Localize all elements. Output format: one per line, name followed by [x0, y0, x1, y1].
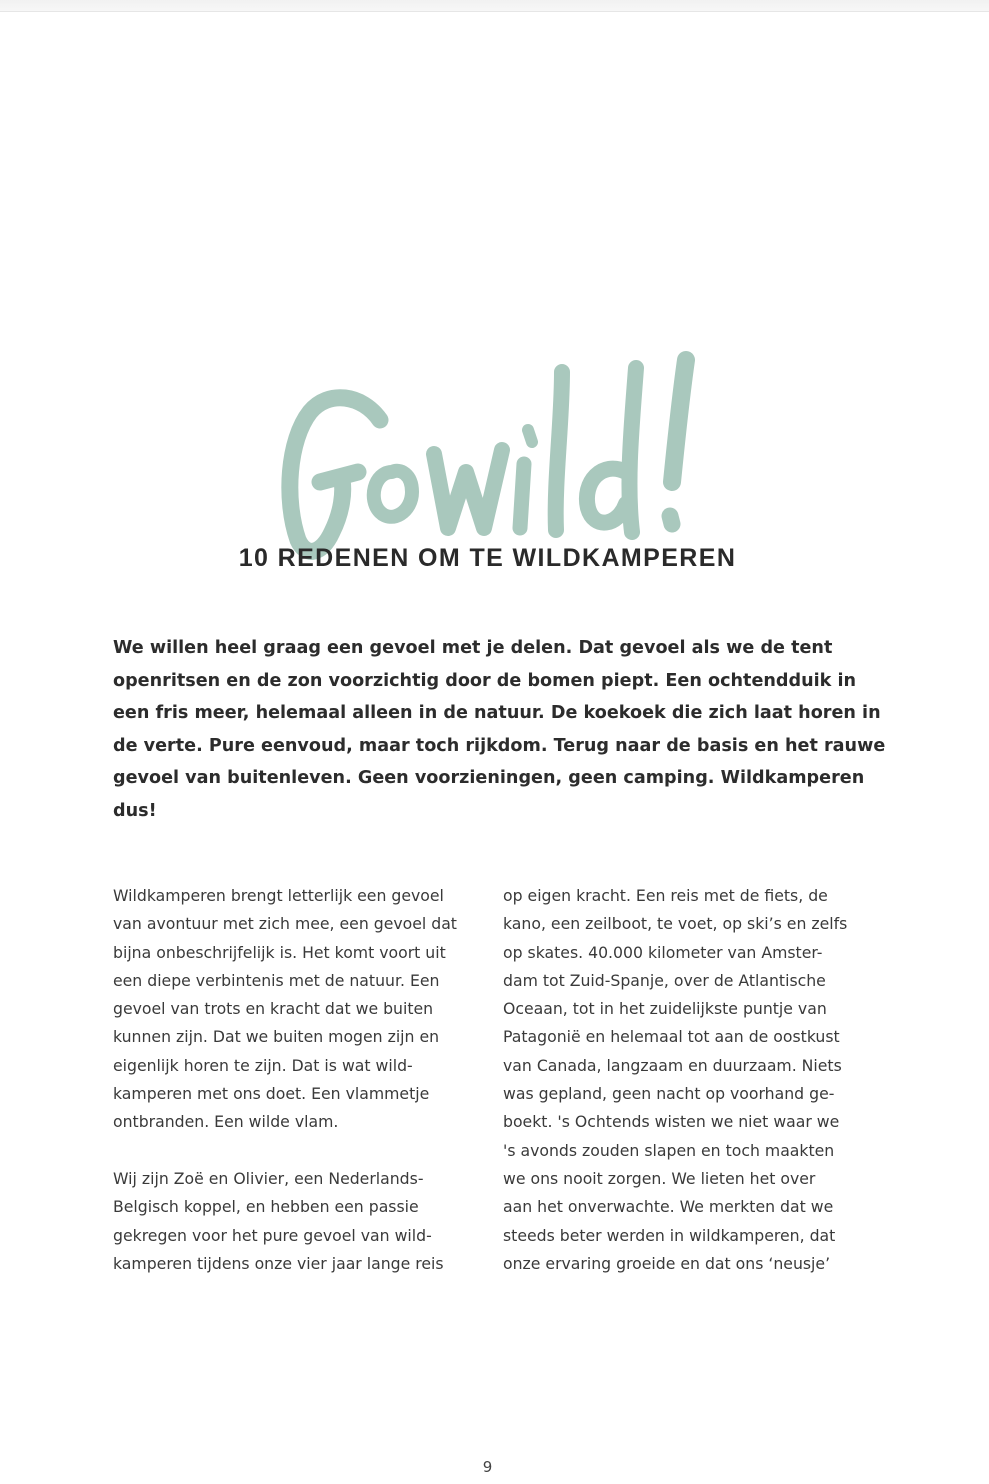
page-number: 9 — [482, 1458, 493, 1476]
body-line: was gepland, geen nacht op voorhand ge- — [503, 1084, 835, 1104]
intro-line: een fris meer, helemaal alleen in de natuur. De koekoek die zich laat horen in — [113, 703, 881, 723]
intro-line: gevoel van buitenleven. Geen voorzieningen, geen camping. Wildkamperen — [113, 768, 865, 788]
body-line: 's avonds zouden slapen en toch maakten — [503, 1140, 835, 1160]
body-line: op eigen kracht. Een reis met de fiets, de — [503, 886, 828, 905]
top-edge — [0, 0, 989, 12]
body-line: kunnen zijn. Dat we buiten mogen zijn en — [113, 1027, 440, 1047]
right-column — [503, 882, 883, 1278]
body-line: van Canada, langzaam en duurzaam. Niets — [503, 1055, 842, 1075]
paragraph-gap — [113, 1137, 493, 1165]
intro-line: We willen heel graag een gevoel met je delen. Dat gevoel als we de tent — [113, 638, 833, 658]
body-line: dam tot Zuid-Spanje, over de Atlantische — [503, 970, 826, 990]
body-line: we ons nooit zorgen. We lieten het over — [503, 1168, 816, 1188]
body-line: Wildkamperen brengt letterlijk een gevoel — [113, 886, 444, 905]
body-line: steeds beter werden in wildkamperen, dat — [503, 1225, 836, 1245]
body-line: kamperen tijdens onze vier jaar lange reis — [113, 1253, 444, 1273]
section-heading: 10 REDENEN OM TE WILDKAMPEREN — [238, 544, 737, 572]
body-line: aan het onverwachte. We merkten dat we — [503, 1197, 834, 1217]
body-line: boekt. 's Ochtends wisten we niet waar we — [503, 1112, 840, 1132]
intro-line: de verte. Pure eenvoud, maar toch rijkdom. Terug naar de basis en het rauwe — [113, 735, 886, 756]
body-line: eigenlijk horen te zijn. Dat is wat wild- — [113, 1055, 413, 1075]
body-line: Wij zijn Zoë en Olivier, een Nederlands- — [113, 1169, 424, 1189]
body-line: kamperen met ons doet. Een vlammetje — [113, 1084, 430, 1104]
left-column — [113, 882, 493, 1278]
intro-paragraph — [113, 632, 886, 827]
intro-line: dus! — [113, 800, 157, 821]
body-line: kano, een zeilboot, te voet, op ski’s en zelfs — [503, 914, 848, 934]
left-paragraph-2 — [113, 1165, 493, 1278]
go-wild-brush-lettering — [262, 332, 722, 572]
body-line: Belgisch koppel, en hebben een passie — [113, 1197, 419, 1217]
go-wild-script-title — [262, 332, 722, 572]
body-line: ontbranden. Een wilde vlam. — [113, 1112, 339, 1132]
body-line: op skates. 40.000 kilometer van Amster- — [503, 942, 823, 962]
left-paragraph-1 — [113, 882, 493, 1137]
body-line: een diepe verbintenis met de natuur. Een — [113, 970, 440, 990]
body-line: onze ervaring groeide en dat ons ‘neusje’ — [503, 1253, 831, 1273]
intro-line: openritsen en de zon voorzichtig door de bomen piept. Een ochtendduik in — [113, 670, 857, 691]
body-line: Oceaan, tot in het zuidelijkste puntje van — [503, 999, 827, 1019]
body-line: gevoel van trots en kracht dat we buiten — [113, 999, 434, 1019]
body-line: gekregen voor het pure gevoel van wild- — [113, 1225, 432, 1245]
body-line: Patagonië en helemaal tot aan de oostkust — [503, 1027, 840, 1047]
body-line: bijna onbeschrijfelijk is. Het komt voort uit — [113, 942, 446, 962]
body-line: van avontuur met zich mee, een gevoel dat — [113, 914, 457, 934]
